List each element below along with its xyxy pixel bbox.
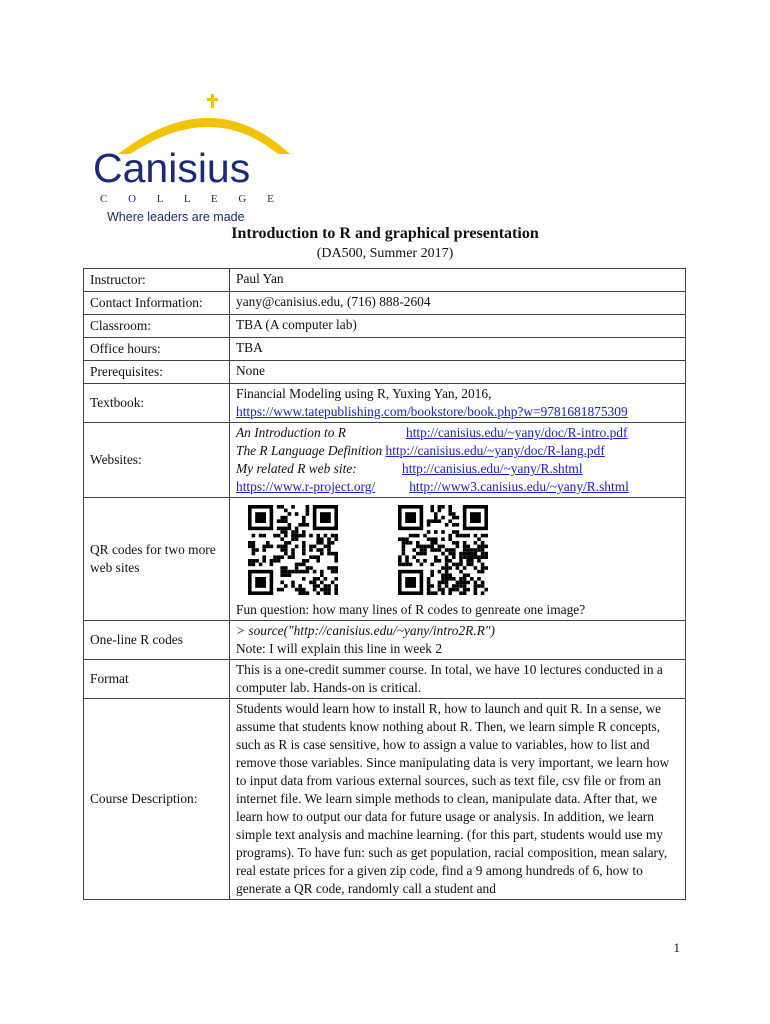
row-value: yany@canisius.edu, (716) 888-2604 [230,292,686,315]
website-link[interactable]: https://www.r-project.org/ [236,479,376,494]
table-row [84,498,686,621]
row-label: Prerequisites: [84,361,230,384]
row-label: Classroom: [84,315,230,338]
row-value: TBA [230,338,686,361]
website-name: My related R web site: [236,461,357,476]
r-code-note: Note: I will explain this line in week 2 [236,641,443,656]
qr-code-icon[interactable] [248,505,338,595]
website-name: The R Language Definition [236,443,383,458]
table-row [84,315,686,338]
fun-question: Fun question: how many lines of R codes to genreate one image? [236,602,586,617]
qr-code-icon[interactable] [398,505,488,595]
textbook-link[interactable]: https://www.tatepublishing.com/bookstore/book.php?w=9781681875309 [236,404,628,419]
row-value [230,621,686,660]
document-subtitle: (DA500, Summer 2017) [316,246,454,261]
table-row [84,292,686,315]
row-label: Course Description: [84,699,230,900]
logo-college: C O L L E G E [100,193,283,205]
table-row [84,699,686,900]
row-label: Instructor: [84,269,230,292]
row-value: Paul Yan [230,269,686,292]
logo-tagline: Where leaders are made [107,210,245,224]
row-value: TBA (A computer lab) [230,315,686,338]
textbook-title: Financial Modeling using R, Yuxing Yan, 2016, [236,386,492,401]
row-label: One-line R codes [84,621,230,660]
row-value [230,498,686,621]
page-number: 1 [673,940,680,955]
r-code-line: > source("http://canisius.edu/~yany/intro2R.R") [236,623,495,638]
qr-codes [236,499,679,601]
website-item [236,478,679,496]
website-link[interactable]: http://canisius.edu/~yany/R.shtml [402,461,583,476]
row-label: Format [84,660,230,699]
website-name: An Introduction to R [236,425,346,440]
row-label: Office hours: [84,338,230,361]
table-row [84,384,686,423]
website-link[interactable]: http://www3.canisius.edu/~yany/R.shtml [409,479,629,494]
row-value: This is a one-credit summer course. In total, we have 10 lectures conducted in a computer lab. Hands-on is critical. [230,660,686,699]
canisius-college-logo [90,92,290,227]
row-label: Contact Information: [84,292,230,315]
row-value: Students would learn how to install R, how to launch and quit R. In a sense, we assume that students know nothing about R. Then, we learn simple R concepts, such as R is case sensitive, how to assign a value to variables, how to list and remove those variables. Since manipulating data is very important, we learn how to input data from various external sources, such as text file, csv file or from an internet file. We learn simple methods to clean, manipulate data. After that, we learn how to output our data for future usage or analysis. In addition, we learn simple text analysis and machine learning. (for this part, students would use my programs). To have fun: such as get population, racial composition, mean salary, real estate prices for a given zip code, find a 9 among hundreds of 6, how to generate a QR code, randomly call a student and [230,699,686,900]
row-label: Textbook: [84,384,230,423]
row-label: Websites: [84,423,230,498]
row-value: None [230,361,686,384]
website-link[interactable]: http://canisius.edu/~yany/doc/R-intro.pdf [406,425,628,440]
website-item [236,424,679,442]
table-row [84,361,686,384]
website-link[interactable]: http://canisius.edu/~yany/doc/R-lang.pdf [385,443,605,458]
document-title: Introduction to R and graphical presentation [231,225,539,242]
row-label: QR codes for two more web sites [84,498,230,621]
website-item [236,460,679,478]
table-row [84,660,686,699]
cross-icon [207,94,218,108]
table-row [84,423,686,498]
table-row [84,621,686,660]
syllabus-table [83,268,686,900]
row-value [230,384,686,423]
row-value [230,423,686,498]
table-row [84,338,686,361]
table-row [84,269,686,292]
logo-wordmark: Canisius [93,145,251,191]
website-item [236,442,679,460]
